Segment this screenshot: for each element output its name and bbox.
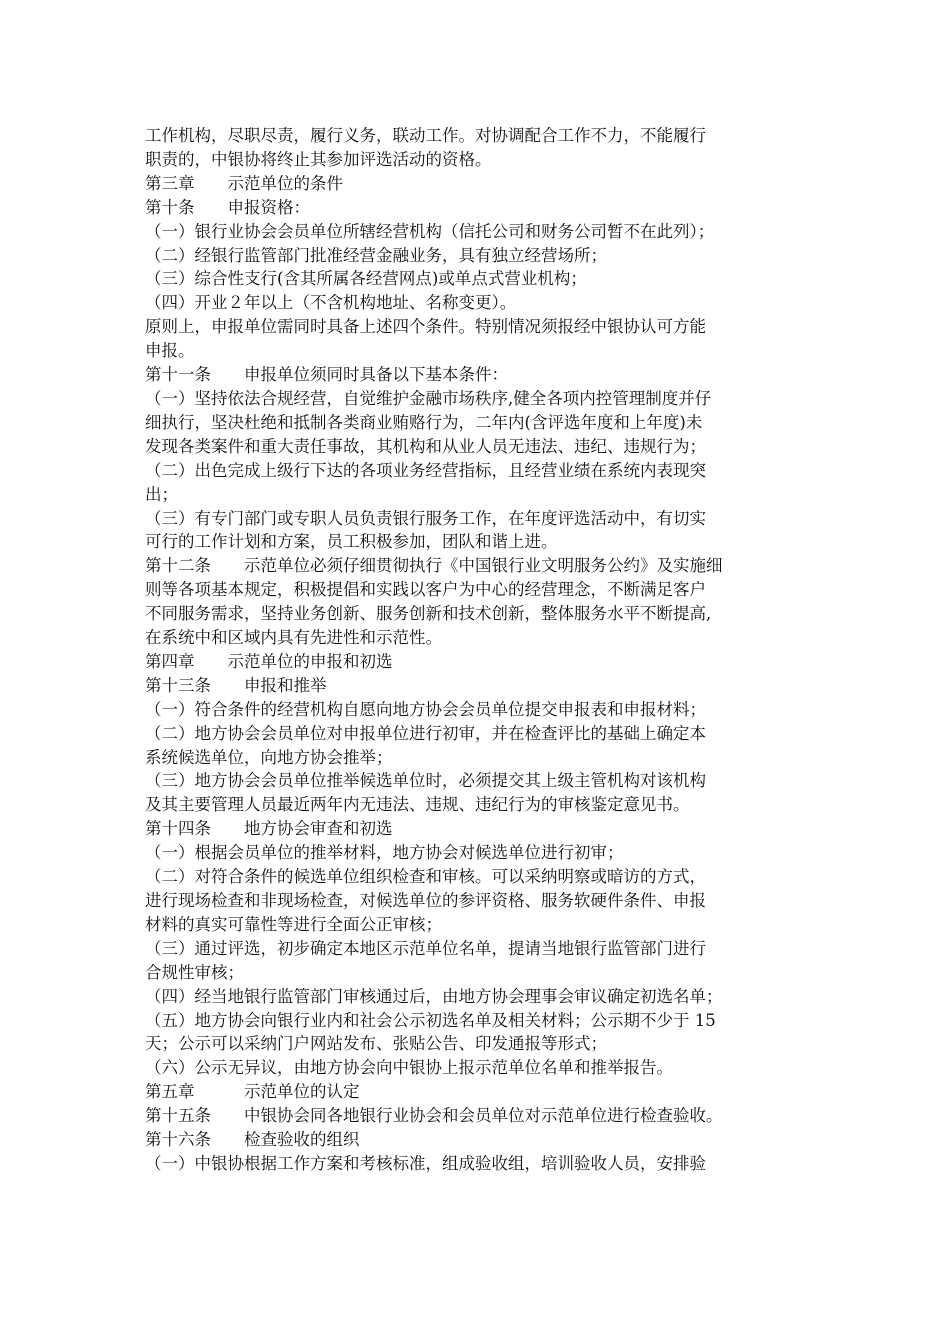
text-line: 第十二条 示范单位必须仔细贯彻执行《中国银行业文明服务公约》及实施细 xyxy=(145,556,723,576)
text-line: （二）出色完成上级行下达的各项业务经营指标，且经营业绩在系统内表现突 xyxy=(145,460,706,480)
text-line: （一）中银协根据工作方案和考核标准，组成验收组，培训验收人员，安排验 xyxy=(145,1153,706,1173)
text-line: 工作机构，尽职尽责，履行义务，联动工作。对协调配合工作不力，不能履行 xyxy=(145,126,706,145)
text-line: 第十四条 地方协会审查和初选 xyxy=(145,819,393,839)
text-line: （五）地方协会向银行业内和社会公示初选名单及相关材料；公示期不少于 15 xyxy=(145,1010,716,1030)
text-line: （四）开业２年以上（不含机构地址、名称变更）。 xyxy=(145,293,517,313)
text-line: 第十三条 申报和推举 xyxy=(145,675,327,695)
text-line: 天；公示可以采纳门户网站发布、张贴公告、印发通报等形式； xyxy=(145,1034,607,1054)
document-body xyxy=(145,124,805,1176)
text-line: 则等各项基本规定，积极提倡和实践以客户为中心的经营理念，不断满足客户 xyxy=(145,580,706,600)
text-line: （四）经当地银行监管部门审核通过后，由地方协会理事会审议确定初选名单； xyxy=(145,986,723,1006)
text-line: （一）坚持依法合规经营，自觉维护金融市场秩序,健全各项内控管理制度并仔 xyxy=(145,388,712,408)
text-line: 第五章 示范单位的认定 xyxy=(145,1082,360,1102)
text-line: （二）经银行监管部门批准经营金融业务，具有独立经营场所； xyxy=(145,245,607,265)
text-line: 第四章 示范单位的申报和初选 xyxy=(145,651,393,671)
text-line: 第十一条 申报单位须同时具备以下基本条件： xyxy=(145,365,508,385)
text-line: （一）符合条件的经营机构自愿向地方协会会员单位提交申报表和申报材料； xyxy=(145,699,706,719)
text-line: 申报。 xyxy=(145,341,195,361)
text-line: （三）地方协会会员单位推举候选单位时，必须提交其上级主管机构对该机构 xyxy=(145,771,706,791)
text-line: 第十五条 中银协会同各地银行业协会和会员单位对示范单位进行检查验收。 xyxy=(145,1106,723,1126)
text-line: （二）地方协会会员单位对申报单位进行初审，并在检查评比的基础上确定本 xyxy=(145,723,706,743)
text-line: 出； xyxy=(145,484,178,504)
text-line: 第十六条 检查验收的组织 xyxy=(145,1130,360,1150)
text-line: 系统候选单位，向地方协会推举； xyxy=(145,747,393,767)
text-line: 第三章 示范单位的条件 xyxy=(145,173,343,193)
text-line: （六）公示无异议，由地方协会向中银协上报示范单位名单和推举报告。 xyxy=(145,1058,673,1078)
text-line: （三）通过评选，初步确定本地区示范单位名单，提请当地银行监管部门进行 xyxy=(145,938,706,958)
text-line: 职责的，中银协将终止其参加评选活动的资格。 xyxy=(145,149,492,169)
text-line: 原则上，申报单位需同时具备上述四个条件。特别情况须报经中银协认可方能 xyxy=(145,317,706,337)
text-line: 及其主要管理人员最近两年内无违法、违规、违纪行为的审核鉴定意见书。 xyxy=(145,795,690,815)
text-line: （三）有专门部门或专职人员负责银行服务工作，在年度评选活动中，有切实 xyxy=(145,508,706,528)
text-line: （二）对符合条件的候选单位组织检查和审核。可以采纳明察或暗访的方式， xyxy=(145,867,706,887)
text-line: 发现各类案件和重大责任事故，其机构和从业人员无违法、违纪、违规行为； xyxy=(145,436,706,456)
text-line: 可行的工作计划和方案，员工积极参加，团队和谐上进。 xyxy=(145,532,558,552)
text-line: 在系统中和区域内具有先进性和示范性。 xyxy=(145,628,442,648)
text-line: 进行现场检查和非现场检查，对候选单位的参评资格、服务软硬件条件、申报 xyxy=(145,891,706,910)
text-line: 材料的真实可靠性等进行全面公正审核； xyxy=(145,914,442,934)
text-line: 不同服务需求，坚持业务创新、服务创新和技术创新，整体服务水平不断提高, xyxy=(145,604,712,624)
text-line: （三）综合性支行(含其所属各经营网点)或单点式营业机构； xyxy=(145,269,587,289)
text-line: （一）银行业协会会员单位所辖经营机构（信托公司和财务公司暂不在此列）； xyxy=(145,221,715,241)
text-line: 合规性审核； xyxy=(145,962,244,982)
text-line: 第十条 申报资格： xyxy=(145,197,310,217)
text-line: 细执行，坚决杜绝和抵制各类商业贿赂行为，二年内(含评选年度和上年度)未 xyxy=(145,412,703,432)
text-line: （一）根据会员单位的推举材料，地方协会对候选单位进行初审； xyxy=(145,843,624,863)
